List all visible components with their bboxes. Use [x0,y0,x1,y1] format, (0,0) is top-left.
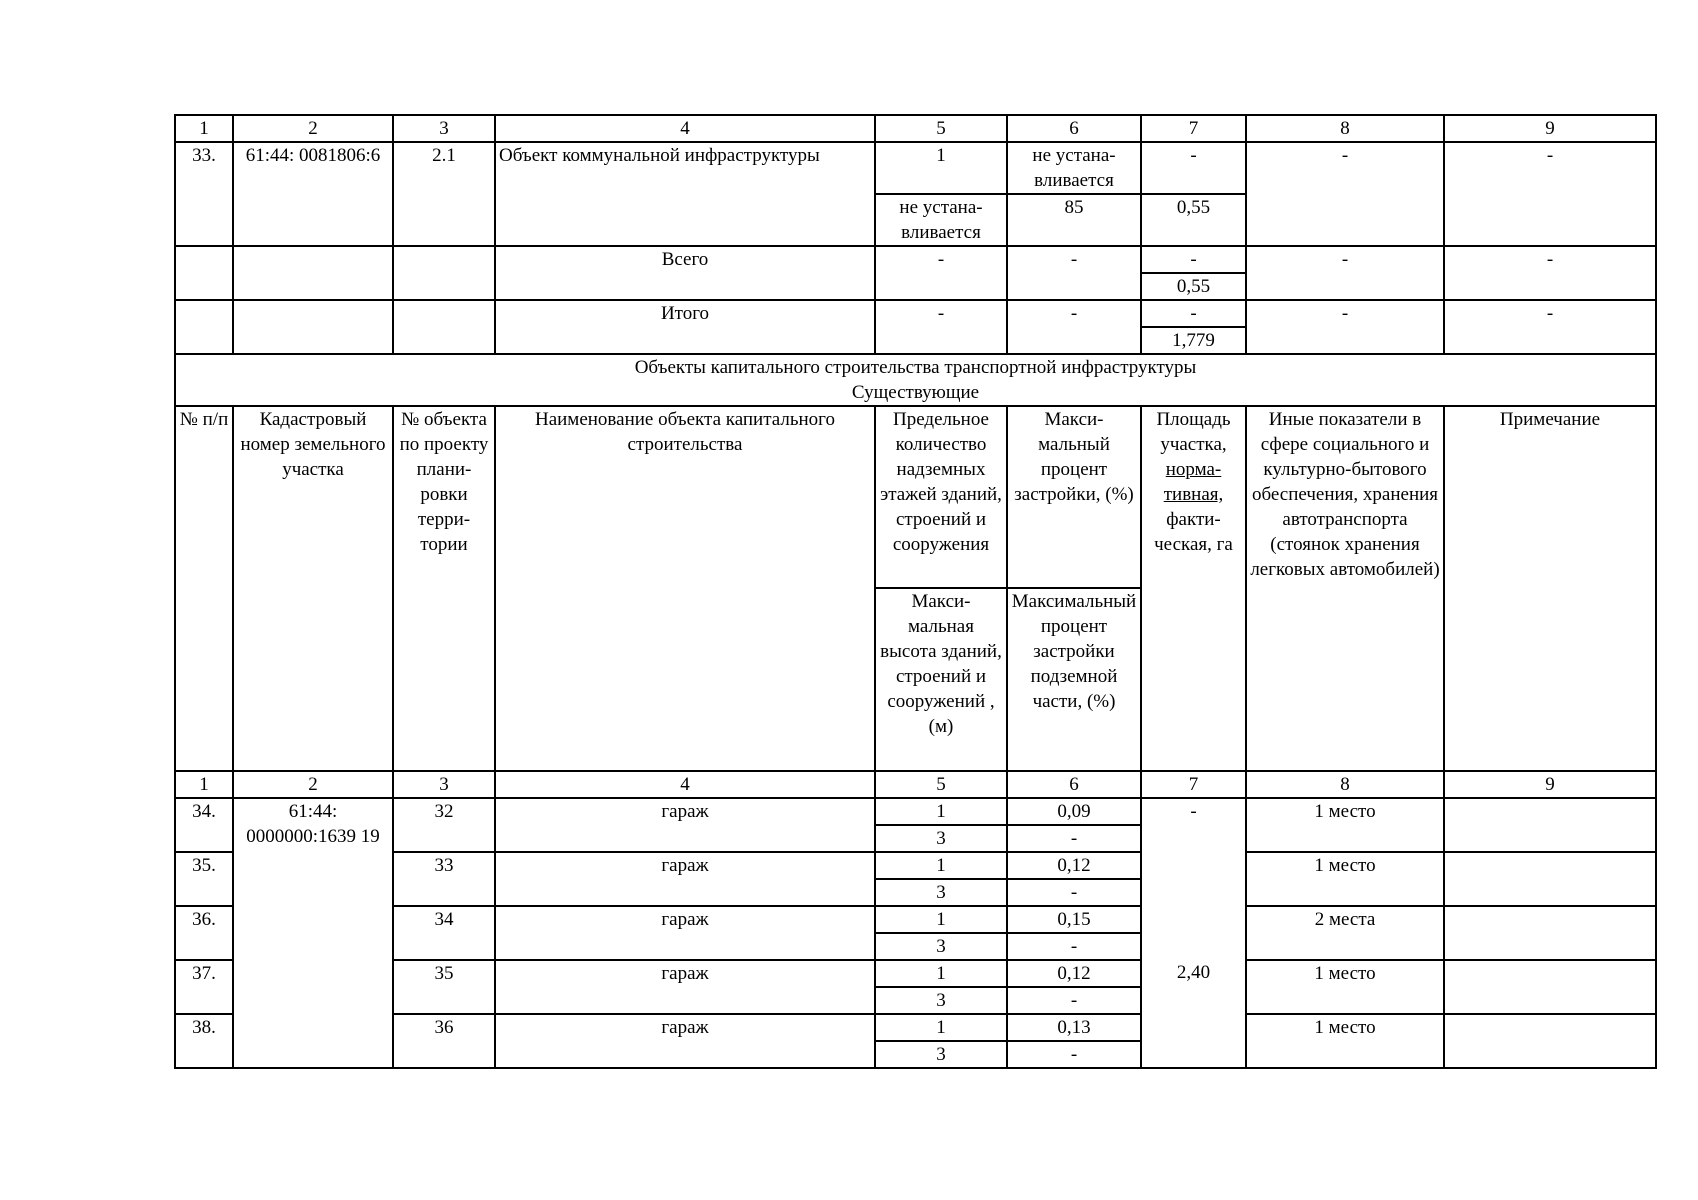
row-number: 35. [175,852,233,906]
table-row [175,852,1656,879]
project-object-number: 35 [393,960,495,1014]
colnum-cell: 1 [175,115,233,142]
colnum-cell: 3 [393,115,495,142]
section-subtitle: Существующие [851,382,980,403]
colnum-cell: 6 [1007,771,1141,798]
project-object-number [393,246,495,300]
max-build-percent: 0,09 [1007,798,1141,825]
project-object-number: 34 [393,906,495,960]
cadastral-number: 61:44: 0000000:1639 19 [233,798,393,1068]
row-number: 33. [175,142,233,246]
max-height: 3 [875,825,1007,852]
other-indicators: 2 места [1246,906,1444,960]
colnum-cell: 7 [1141,115,1246,142]
header-area-line3: факти-ческая, га [1154,509,1233,555]
max-height: 3 [875,933,1007,960]
colnum-cell: 1 [175,771,233,798]
colnum-cell: 2 [233,115,393,142]
project-object-number: 2.1 [393,142,495,246]
grand-total-row [175,300,1656,327]
header-max-height: Макси-мальная высота зданий, строений и сооружений , (м) [875,588,1007,771]
project-object-number [393,300,495,354]
max-height: 3 [875,1041,1007,1068]
cadastral-number: 61:44: 0081806:6 [233,142,393,246]
max-build-percent: 0,12 [1007,960,1141,987]
note [1444,798,1656,852]
object-name: гараж [495,798,875,852]
max-build-percent: 0,13 [1007,1014,1141,1041]
max-build-percent: - [1007,300,1141,354]
total-label: Всего [495,246,875,300]
floors-limit: 1 [875,798,1007,825]
row-number: 38. [175,1014,233,1068]
note: - [1444,142,1656,246]
colnum-cell: 8 [1246,115,1444,142]
area-actual: 0,55 [1141,194,1246,246]
area-actual: 2,40 [1141,960,1246,1068]
header-other-indicators: Иные показатели в сфере социального и культурно-бытового обеспечения, хранения автотранспорта (стоянок хранения легковых автомобилей) [1246,406,1444,771]
note [1444,906,1656,960]
object-name: Объект коммунальной инфраструктуры [495,142,875,246]
colnum-cell: 3 [393,771,495,798]
table-row [175,960,1656,987]
max-underground-percent: - [1007,987,1141,1014]
header-cadastral: Кадастровый номер земельного участка [233,406,393,771]
colnum-cell: 6 [1007,115,1141,142]
object-name: гараж [495,852,875,906]
floors-limit: - [875,246,1007,300]
other-indicators: 1 место [1246,1014,1444,1068]
note: - [1444,300,1656,354]
floors-limit: 1 [875,960,1007,987]
header-max-build-percent: Макси-мальный процент застройки, (%) [1007,406,1141,588]
max-build-percent: - [1007,246,1141,300]
section-heading [175,354,1656,406]
colnum-cell: 8 [1246,771,1444,798]
area-actual: 1,779 [1141,327,1246,354]
colnum-cell: 4 [495,771,875,798]
planning-table [174,114,1657,1069]
floors-limit: - [875,300,1007,354]
max-underground-percent: - [1007,879,1141,906]
object-name: гараж [495,906,875,960]
table-row [175,906,1656,933]
note [1444,852,1656,906]
header-number: № п/п [175,406,233,771]
note [1444,1014,1656,1068]
grand-total-label: Итого [495,300,875,354]
floors-limit: 1 [875,1014,1007,1041]
row-number: 36. [175,906,233,960]
max-build-percent: 0,15 [1007,906,1141,933]
area-normative: - [1141,300,1246,327]
colnum-cell: 4 [495,115,875,142]
floors-limit: 1 [875,142,1007,194]
note: - [1444,246,1656,300]
column-number-row [175,115,1656,142]
section-heading-row [175,354,1656,406]
row-number: 34. [175,798,233,852]
header-floors-limit: Предельное количество надземных этажей зданий, строений и сооружения [875,406,1007,588]
header-area [1141,406,1246,771]
project-object-number: 36 [393,1014,495,1068]
max-build-percent: не устана-вливается [1007,142,1141,194]
max-underground-percent: - [1007,1041,1141,1068]
header-object-name: Наименование объекта капитального строительства [495,406,875,771]
header-row [175,406,1656,588]
total-row [175,246,1656,273]
floors-limit: 1 [875,906,1007,933]
other-indicators: - [1246,142,1444,246]
max-height: 3 [875,879,1007,906]
colnum-cell: 9 [1444,771,1656,798]
max-height: 3 [875,987,1007,1014]
cadastral-number [233,300,393,354]
project-object-number: 33 [393,852,495,906]
header-area-line2: норма-тивная, [1163,459,1224,505]
other-indicators: 1 место [1246,798,1444,852]
table-row [175,1014,1656,1041]
area-normative: - [1141,142,1246,194]
table-row [175,798,1656,825]
header-max-underground-percent: Максимальный процент застройки подземной части, (%) [1007,588,1141,771]
floors-limit: 1 [875,852,1007,879]
colnum-cell: 7 [1141,771,1246,798]
colnum-cell: 5 [875,115,1007,142]
other-indicators: - [1246,300,1444,354]
area-actual: 0,55 [1141,273,1246,300]
other-indicators: 1 место [1246,960,1444,1014]
header-project-number: № объекта по проекту плани-ровки терри-тории [393,406,495,771]
other-indicators: 1 место [1246,852,1444,906]
column-number-row [175,771,1656,798]
row-number: 37. [175,960,233,1014]
object-name: гараж [495,1014,875,1068]
other-indicators: - [1246,246,1444,300]
colnum-cell: 9 [1444,115,1656,142]
max-build-percent: 0,12 [1007,852,1141,879]
colnum-cell: 2 [233,771,393,798]
max-underground-percent: - [1007,933,1141,960]
max-underground-percent: 85 [1007,194,1141,246]
area-normative: - [1141,246,1246,273]
area-top: - [1141,798,1246,960]
table-row [175,142,1656,194]
header-area-line1: Площадь участка, [1156,409,1231,455]
colnum-cell: 5 [875,771,1007,798]
row-number [175,300,233,354]
max-height: не устана-вливается [875,194,1007,246]
header-note: Примечание [1444,406,1656,771]
section-title: Объекты капитального строительства транспортной инфраструктуры [634,357,1197,378]
object-name: гараж [495,960,875,1014]
cadastral-number [233,246,393,300]
max-underground-percent: - [1007,825,1141,852]
note [1444,960,1656,1014]
row-number [175,246,233,300]
project-object-number: 32 [393,798,495,852]
